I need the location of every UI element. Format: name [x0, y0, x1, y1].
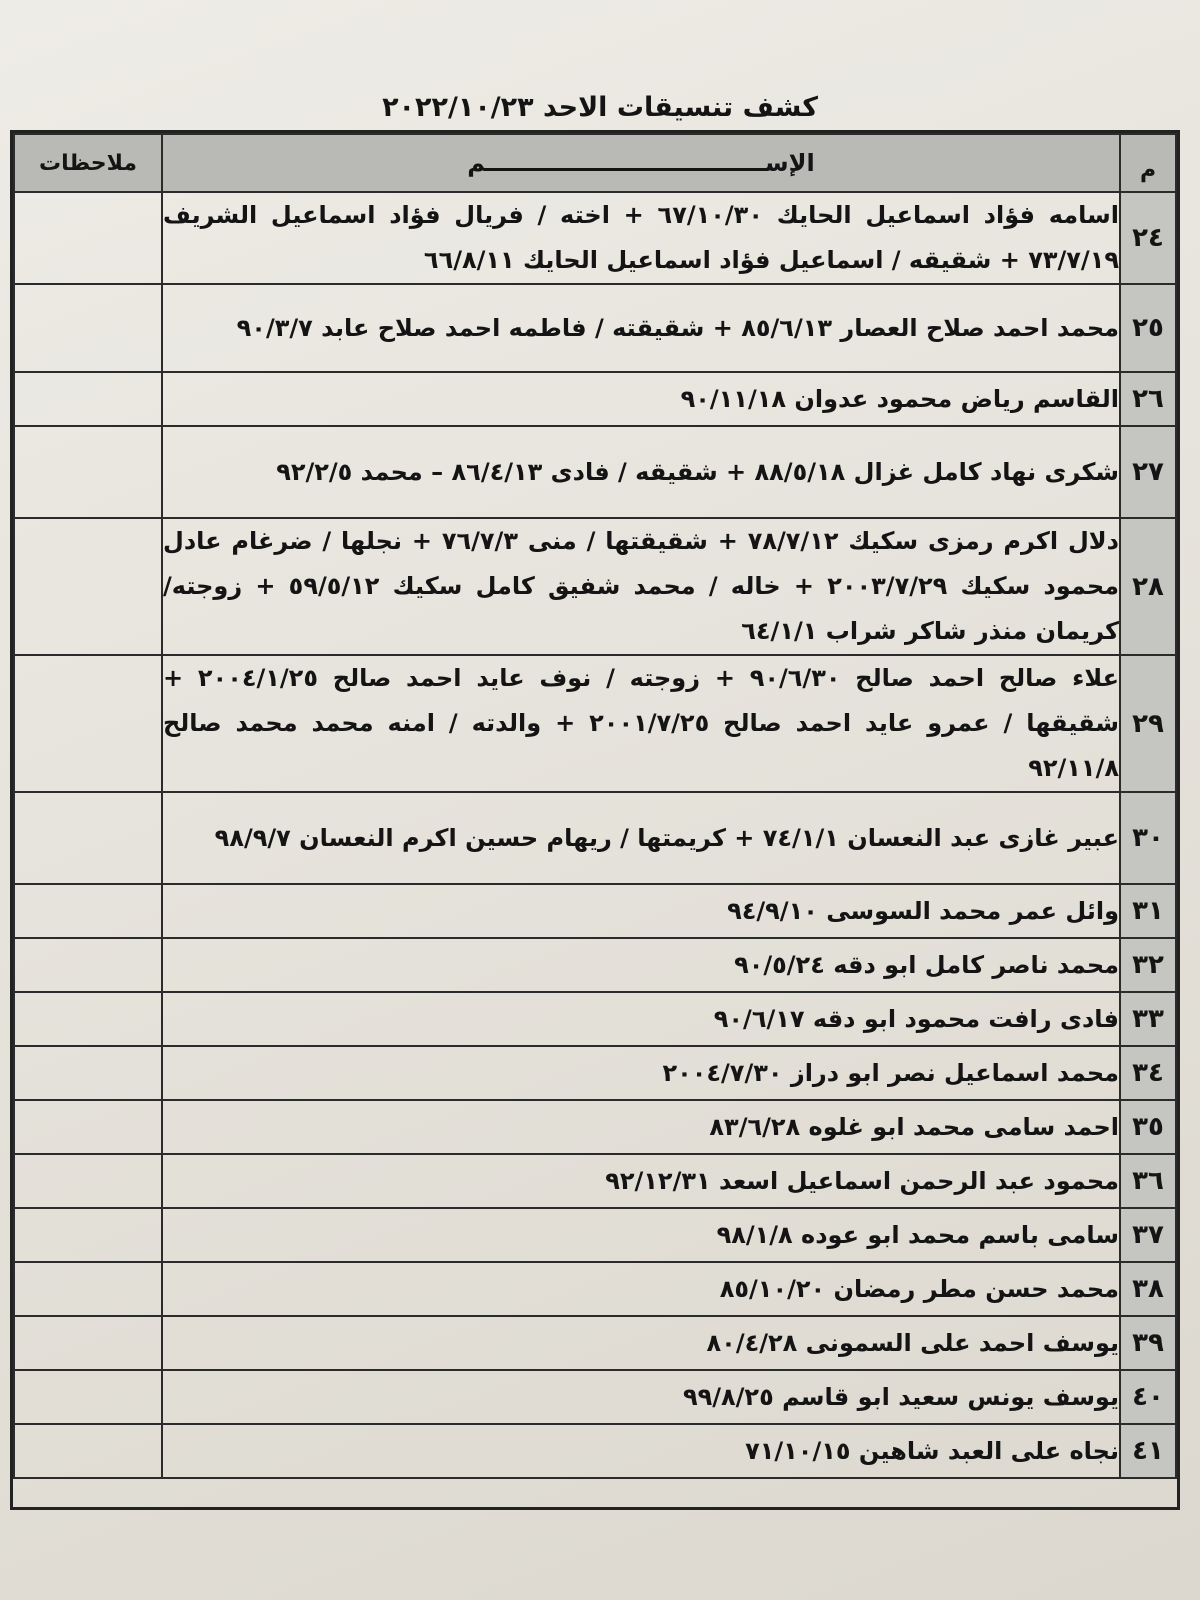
- row-number: ٤٠: [1120, 1370, 1176, 1424]
- row-number: ٢٩: [1120, 655, 1176, 792]
- table-row: [14, 426, 1176, 518]
- row-notes-cell: [14, 1154, 162, 1208]
- row-notes-cell: [14, 884, 162, 938]
- row-notes-cell: [14, 1370, 162, 1424]
- row-name-entry: محمد احمد صلاح العصار ٨٥/٦/١٣ + شقيقته / فاطمه احمد صلاح عابد ٩٠/٣/٧: [162, 284, 1120, 372]
- row-notes-cell: [14, 1046, 162, 1100]
- roster-body: [14, 192, 1176, 1478]
- row-number: ٣٩: [1120, 1316, 1176, 1370]
- row-notes-cell: [14, 284, 162, 372]
- table-row: [14, 884, 1176, 938]
- row-number: ٢٨: [1120, 518, 1176, 655]
- header-notes: ملاحظات: [14, 134, 162, 192]
- row-name-entry: محمد اسماعيل نصر ابو دراز ٢٠٠٤/٧/٣٠: [162, 1046, 1120, 1100]
- row-name-entry: دلال اكرم رمزى سكيك ٧٨/٧/١٢ + شقيقتها / منى ٧٦/٧/٣ + نجلها / ضرغام عادل محمود سكيك ٢٠٠٣/٧/٢٩ + خاله / محمد شفيق كامل سكيك ٥٩/٥/١٢ + زوجته/ كريمان منذر شاكر شراب ٦٤/١/١: [162, 518, 1120, 655]
- row-name-entry: القاسم رياض محمود عدوان ٩٠/١١/١٨: [162, 372, 1120, 426]
- row-notes-cell: [14, 192, 162, 284]
- row-name-entry: احمد سامى محمد ابو غلوه ٨٣/٦/٢٨: [162, 1100, 1120, 1154]
- row-notes-cell: [14, 992, 162, 1046]
- table-row: [14, 1262, 1176, 1316]
- table-row: [14, 1370, 1176, 1424]
- header-row: [14, 134, 1176, 192]
- row-notes-cell: [14, 372, 162, 426]
- row-notes-cell: [14, 1424, 162, 1478]
- page-title: كشف تنسيقات الاحد ٢٠٢٢/١٠/٢٣: [382, 92, 818, 123]
- row-notes-cell: [14, 792, 162, 884]
- row-name-entry: يوسف يونس سعيد ابو قاسم ٩٩/٨/٢٥: [162, 1370, 1120, 1424]
- row-notes-cell: [14, 1262, 162, 1316]
- table-row: [14, 655, 1176, 792]
- table-row: [14, 372, 1176, 426]
- table-row: [14, 938, 1176, 992]
- row-number: ٣٠: [1120, 792, 1176, 884]
- row-number: ٣٦: [1120, 1154, 1176, 1208]
- row-notes-cell: [14, 1100, 162, 1154]
- row-notes-cell: [14, 655, 162, 792]
- row-number: ٣٣: [1120, 992, 1176, 1046]
- header-name: الإســــــــــــــــــــــــــــــــــم: [162, 134, 1120, 192]
- table-row: [14, 992, 1176, 1046]
- table-row: [14, 192, 1176, 284]
- header-number: م: [1120, 134, 1176, 192]
- row-name-entry: علاء صالح احمد صالح ٩٠/٦/٣٠ + زوجته / نوف عايد احمد صالح ٢٠٠٤/١/٢٥ + شقيقها / عمرو عايد احمد صالح ٢٠٠١/٧/٢٥ + والدته / امنه محمد محمد صالح ٩٢/١١/٨: [162, 655, 1120, 792]
- row-name-entry: عبير غازى عبد النعسان ٧٤/١/١ + كريمتها / ريهام حسين اكرم النعسان ٩٨/٩/٧: [162, 792, 1120, 884]
- table-row: [14, 1208, 1176, 1262]
- row-number: ٣١: [1120, 884, 1176, 938]
- row-name-entry: سامى باسم محمد ابو عوده ٩٨/١/٨: [162, 1208, 1120, 1262]
- table-row: [14, 1046, 1176, 1100]
- row-name-entry: اسامه فؤاد اسماعيل الحايك ٦٧/١٠/٣٠ + اخته / فريال فؤاد اسماعيل الشريف ٧٣/٧/١٩ + شقيقه / اسماعيل فؤاد اسماعيل الحايك ٦٦/٨/١١: [162, 192, 1120, 284]
- row-number: ٣٥: [1120, 1100, 1176, 1154]
- row-number: ٣٤: [1120, 1046, 1176, 1100]
- row-number: ٤١: [1120, 1424, 1176, 1478]
- roster-table: [13, 133, 1177, 1479]
- row-number: ٢٦: [1120, 372, 1176, 426]
- row-name-entry: يوسف احمد على السمونى ٨٠/٤/٢٨: [162, 1316, 1120, 1370]
- table-row: [14, 1100, 1176, 1154]
- row-name-entry: محمد ناصر كامل ابو دقه ٩٠/٥/٢٤: [162, 938, 1120, 992]
- table-row: [14, 1316, 1176, 1370]
- row-notes-cell: [14, 518, 162, 655]
- row-name-entry: محمد حسن مطر رمضان ٨٥/١٠/٢٠: [162, 1262, 1120, 1316]
- row-name-entry: فادى رافت محمود ابو دقه ٩٠/٦/١٧: [162, 992, 1120, 1046]
- row-name-entry: وائل عمر محمد السوسى ٩٤/٩/١٠: [162, 884, 1120, 938]
- row-number: ٣٧: [1120, 1208, 1176, 1262]
- row-name-entry: شكرى نهاد كامل غزال ٨٨/٥/١٨ + شقيقه / فادى ٨٦/٤/١٣ – محمد ٩٢/٢/٥: [162, 426, 1120, 518]
- row-notes-cell: [14, 426, 162, 518]
- row-notes-cell: [14, 1316, 162, 1370]
- row-name-entry: محمود عبد الرحمن اسماعيل اسعد ٩٢/١٢/٣١: [162, 1154, 1120, 1208]
- row-number: ٢٥: [1120, 284, 1176, 372]
- table-row: [14, 518, 1176, 655]
- table-row: [14, 284, 1176, 372]
- row-number: ٣٨: [1120, 1262, 1176, 1316]
- row-notes-cell: [14, 938, 162, 992]
- row-number: ٢٧: [1120, 426, 1176, 518]
- table-row: [14, 792, 1176, 884]
- row-notes-cell: [14, 1208, 162, 1262]
- row-name-entry: نجاه على العبد شاهين ٧١/١٠/١٥: [162, 1424, 1120, 1478]
- table-row: [14, 1154, 1176, 1208]
- table-row: [14, 1424, 1176, 1478]
- row-number: ٢٤: [1120, 192, 1176, 284]
- row-number: ٣٢: [1120, 938, 1176, 992]
- roster-sheet: [10, 130, 1180, 1510]
